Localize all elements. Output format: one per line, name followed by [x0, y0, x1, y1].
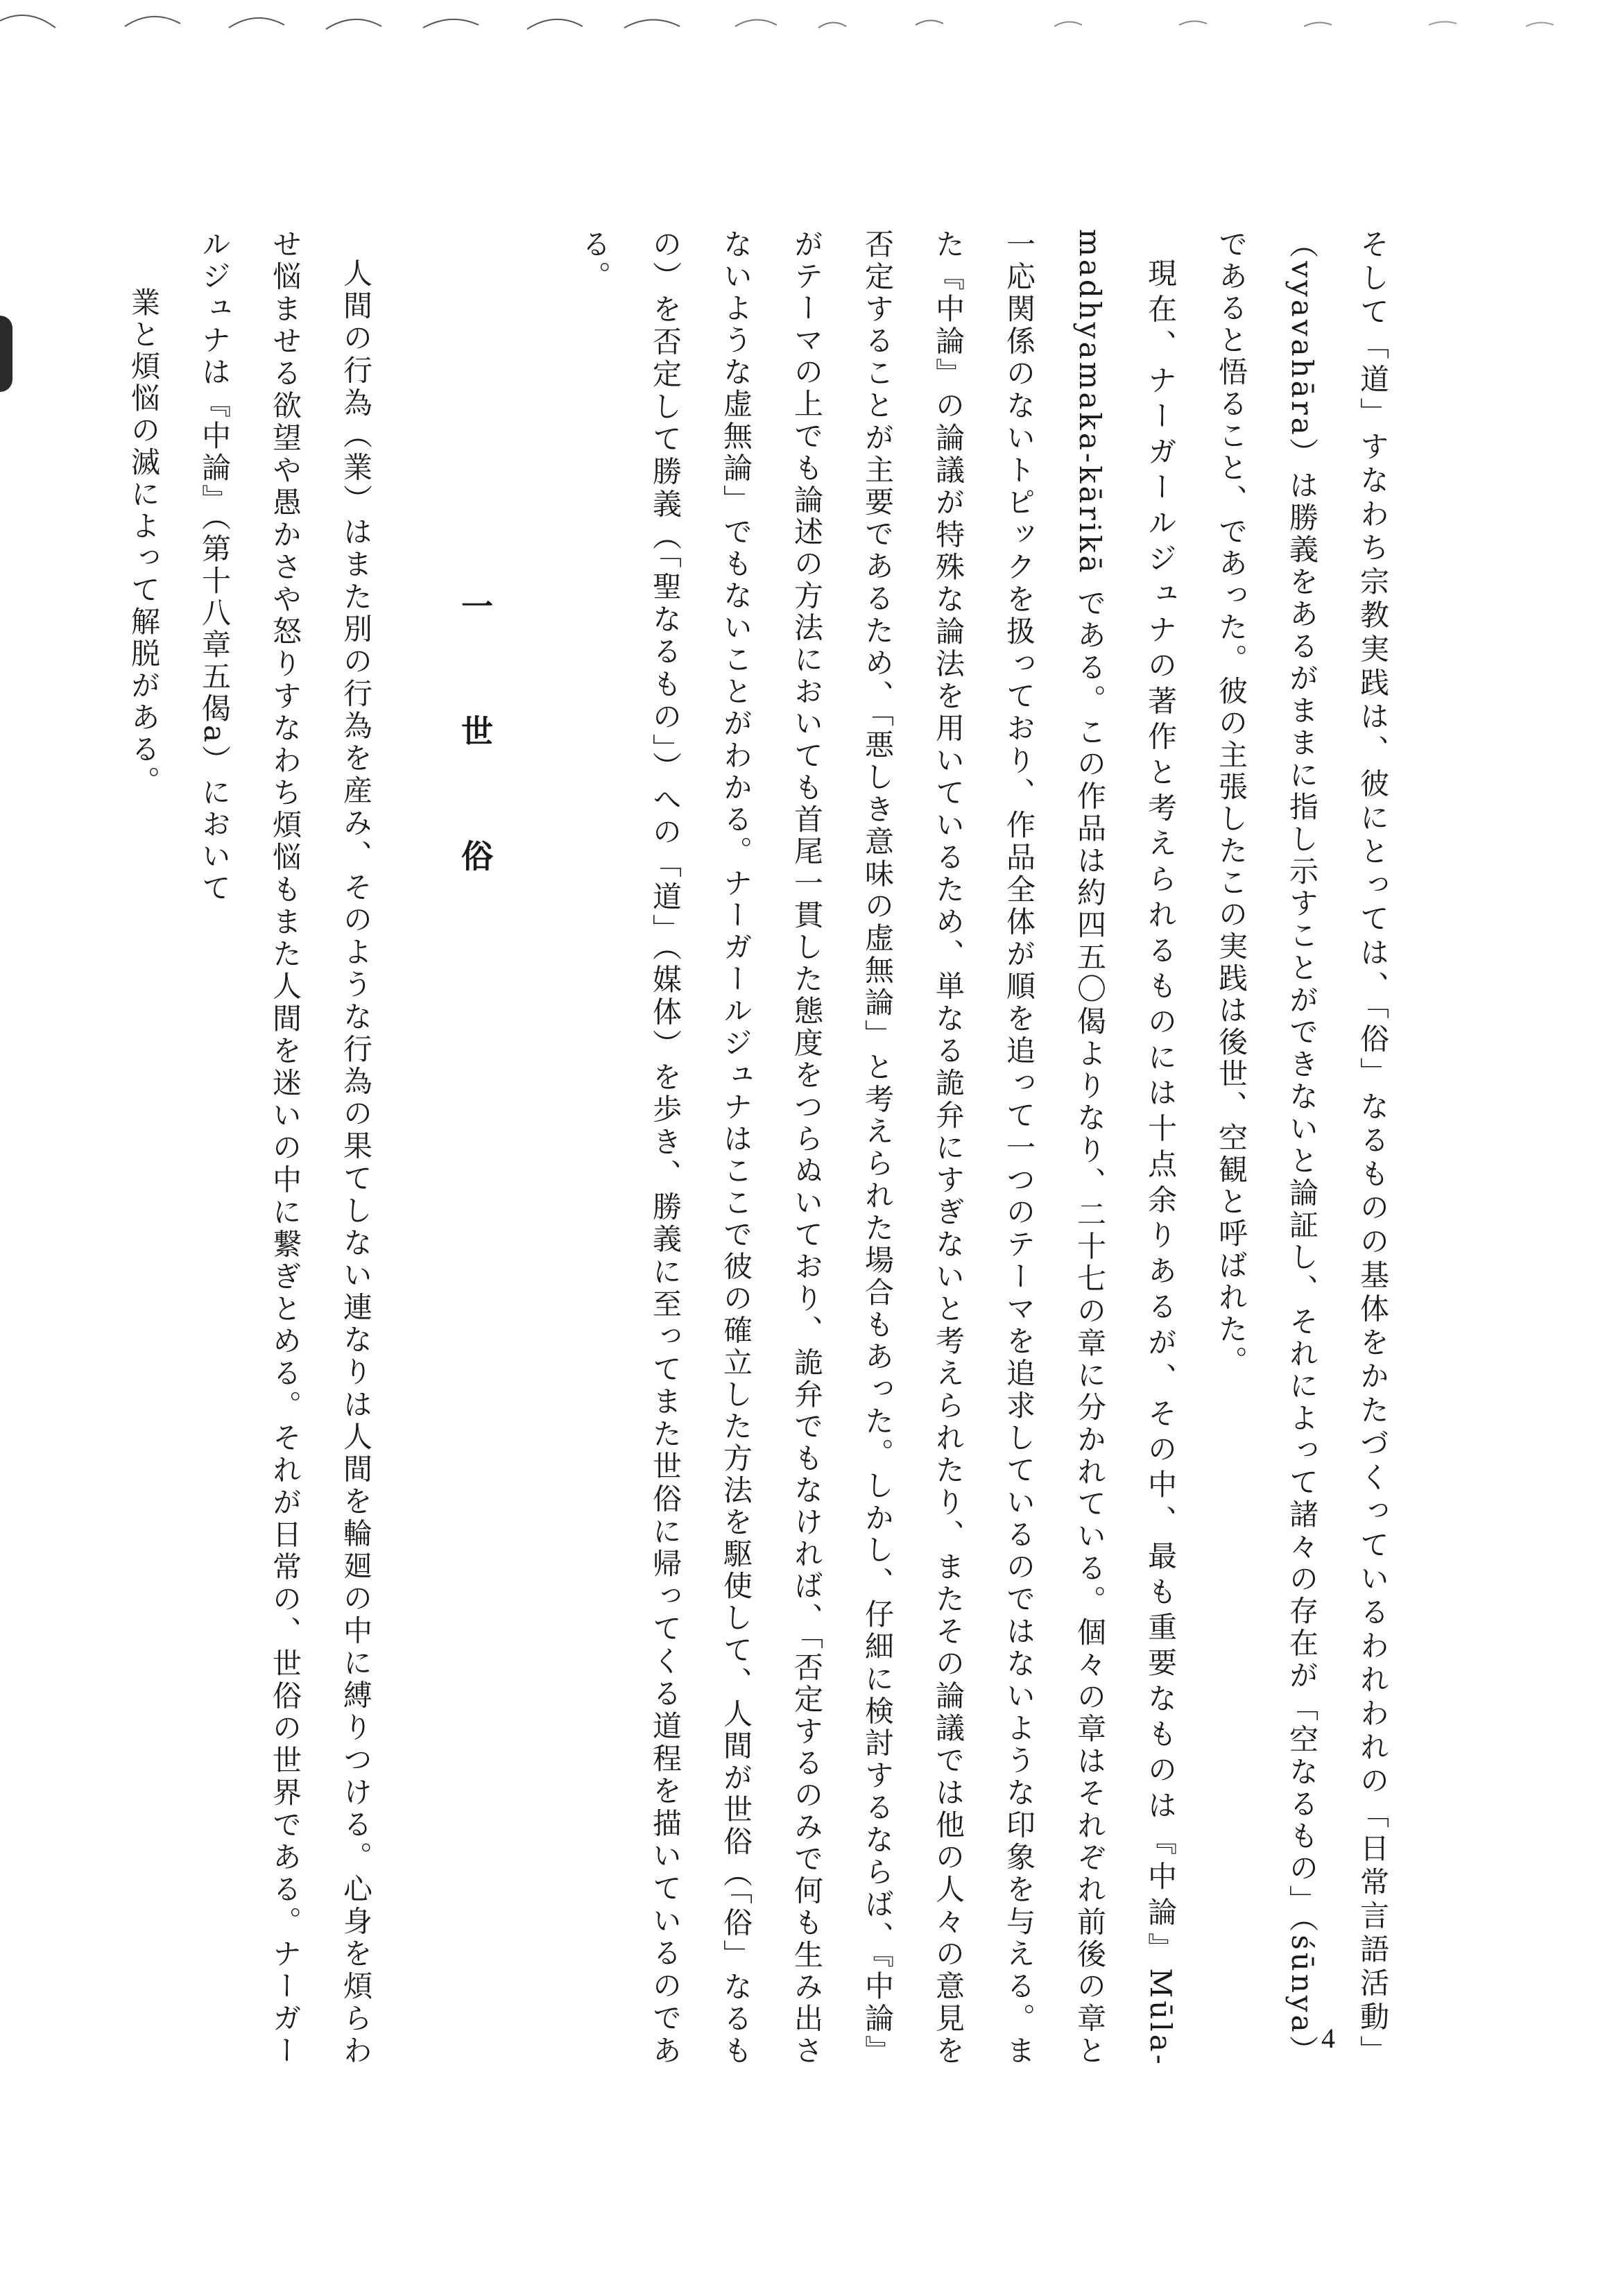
section-heading: 一 世 俗 [456, 590, 494, 902]
page-number: 4 [1321, 2023, 1335, 2054]
binding-shadow [0, 316, 12, 392]
scan-edge-marks [0, 0, 1623, 42]
vertical-text-body [108, 229, 1408, 2067]
paragraph-1: そして「道」すなわち宗教実践は、彼にとっては、「俗」なるものの基体をかたづくっているわれわれの「日常言語活動」（vyavahāra）は勝義をあるがままに指し示すことができないと論証し、それによって諸々の存在が「空なるもの」（śūnya）であると悟ること、であった。彼の主張したこの実践は後世、空観と呼ばれた。 [1214, 229, 1390, 2067]
paragraph-2: 現在、ナーガールジュナの著作と考えられるものには十点余りあるが、その中、最も重要なものは『中論』Mūla-madhyamaka-kārikā である。この作品は約四五〇偈よりなり、二十七の章に分かれている。個々の章はそれぞれ前後の章と一応関係のないトピックを扱っており、作品全体が順を追って一つのテーマを追求しているのではないような印象を与える。また『中論』の論議が特殊な論法を用いているため、単なる詭弁にすぎないと考えられたり、またその論議では他の人々の意見を否定することが主要であるため、「悪しき意味の虚無論」と考えられた場合もあった。しかし、仔細に検討するならば、『中論』がテーマの上でも論述の方法においても首尾一貫した態度をつらぬいており、詭弁でもなければ、「否定するのみで何も生み出さないような虚無論」でもないことがわかる。ナーガールジュナはここで彼の確立した方法を駆使して、人間が世俗（「俗」なるもの）を否定して勝義（「聖なるもの」）への「道」（媒体）を歩き、勝義に至ってまた世俗に帰ってくる道程を描いているのである。 [578, 229, 1178, 2068]
paragraph-3: 人間の行為（業）はまた別の行為を産み、そのような行為の果てしない連なりは人間を輪廻の中に縛りつける。心身を煩らわせ悩ませる欲望や愚かさや怒りすなわち煩悩もまた人間を迷いの中に繋ぎとめる。それが日常の、世俗の世界である。ナーガールジュナは『中論』（第十八章五偈a）において [198, 229, 373, 2067]
quoted-verse: 業と煩悩の滅によって解脱がある。 [127, 287, 161, 798]
